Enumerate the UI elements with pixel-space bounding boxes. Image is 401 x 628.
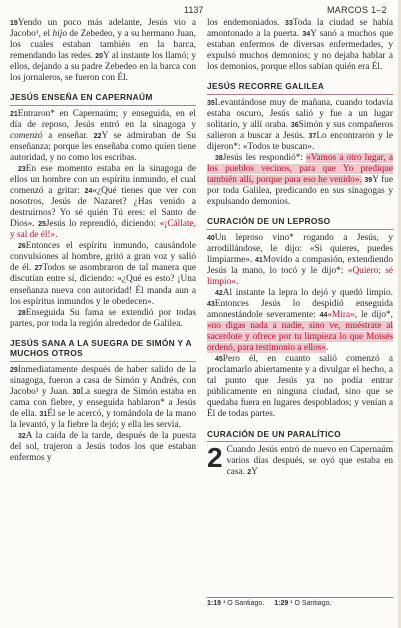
verse-number: 30 [72,388,81,396]
verse-text: hijo [52,29,67,40]
verse-text: los endemoniados. [207,18,286,28]
words-of-jesus: «Vamos a otro lugar, a los pueblos vecinos, para que Yo predique también allí, porque para eso he venido». [207,152,393,186]
verse-text: . [326,343,329,354]
verse-text: Enseguida Su fama se extendió por todas partes, por toda la región alrededor de Galilea. [10,307,196,329]
verse-number: 36 [290,121,299,129]
verse-number: 31 [39,410,48,418]
verse-paragraph [207,153,393,208]
verse-paragraph [10,109,196,164]
verse-number: 37 [308,132,317,140]
verse-text: Él se le acercó, y tomándola de la mano la levantó, y la fiebre la dejó; y ella les servía. [10,408,196,430]
verse-number: 45 [215,356,223,364]
verse-text: Al instante la lepra lo dejó y quedó limpio. [222,287,393,298]
verse-paragraph [207,18,393,73]
verse-text: A la caída de la tarde, después de la puesta del sol, trajeron a Jesús todos los que estaban enfermos y [10,431,196,464]
verse-number: 23 [18,166,26,174]
verse-text: Toda la ciudad se había amontonado a la puerta. [207,18,393,40]
verse-text: Levantándose muy de mañana, cuando todavía estaba oscuro, Jesús salió y fue a un lugar solitario, y allí oraba. [207,97,393,130]
footnote-ref: 1:29 [274,600,289,607]
section-heading: CURACIÓN DE UN PARALÍTICO [207,425,393,443]
section-heading: CURACIÓN DE UN LEPROSO [207,212,393,230]
footnote [274,600,331,607]
verse-text: Y sanó a muchos que estaban enfermos de diversas enfermedades, y expulsó muchos demonios; y no dejaba hablar a los demonios, porque ellos sabían quién era Él. [207,29,393,73]
verse-number: 22 [93,132,102,140]
verse-number: 19 [10,20,18,27]
verse-number: 2 [247,469,252,477]
verse-text: Lo encontraron y le dijeron*: «Todos te buscan». [207,130,393,152]
words-of-jesus: «no digas nada a nadie, sino ve, muéstrate al sacerdote y ofrece por tu limpieza lo que Moisés ordenó, para testimonio a ellos» [207,321,393,354]
section-heading: JESÚS SANA A LA SUEGRA DE SIMÓN Y A MUCHOS OTROS [10,334,196,362]
verse-number: 38 [215,154,223,162]
words-of-jesus: «Mira» [327,310,355,321]
verse-text: ¹ [35,29,39,40]
verse-paragraph [10,431,196,464]
verse-text: En ese momento estaba en la sinagoga de ellos un hombre con un espíritu inmundo, el cual comenzó a gritar: [10,164,196,197]
verse-number: 27 [34,265,43,273]
verse-text: Jesús les respondió*: [222,152,307,163]
right-text-column [207,18,393,478]
verse-text: Entonces el espíritu inmundo, causándole convulsiones al hombre, gritó a gran voz y salió de él. [10,241,196,274]
left-text-column [10,18,196,464]
verse-text: Inmediatamente después de haber salido de la sinagoga, fueron a casa de Simón y Andrés, con Jacobo [10,364,196,397]
verse-number: 34 [302,31,311,39]
verse-paragraph [10,365,196,431]
words-of-jesus: «Quiero; sé limpio» [207,265,394,287]
verse-number: 41 [255,256,263,264]
verse-text: . [55,230,58,241]
verse-text: Movido a compasión, extendiendo Jesús la mano, lo tocó y le dijo*: [207,254,393,276]
verse-number: 40 [207,234,215,242]
verse-number: 29 [10,366,18,374]
verse-text: Y fue por toda Galilea, predicando en sus sinagogas y expulsando demonios. [207,175,393,208]
footnote [207,600,264,607]
verse-text: Y [251,467,258,478]
verse-text: La suegra de Simón estaba en cama con fiebre, y enseguida hablaron* a Jesús de ella. [10,386,196,419]
verse-number: 35 [207,99,215,107]
verse-paragraph [10,308,196,330]
verse-text: comenzó [10,130,43,141]
verse-text: a enseñar. [42,130,94,141]
verse-paragraph [10,241,196,307]
footnote-text: ¹ O Santiago. [288,600,332,607]
verse-number: 43 [207,300,215,308]
verse-text: Simón y sus compañeros salieron a buscar a Jesús. [207,119,393,141]
verse-text: y Juan. [38,386,73,397]
verse-text: Y se admiraban de Su enseñanza; porque les enseñaba como quien tiene autoridad, y no como los escribas. [10,130,196,163]
verse-paragraph [207,442,393,478]
book-chapter-reference: MARCOS 1–2 [326,5,387,15]
verse-text: . [235,276,239,287]
verse-number: 33 [285,20,293,27]
verse-number: 32 [18,433,26,440]
verse-text: Cuando Jesús entró de nuevo en Capernaúm varios días después, se oyó que estaba en casa. [226,445,393,478]
footnotes [207,597,393,607]
verse-text: de Zebedeo, y a su hermano Juan, los cuales estaban también en la barca, remendando las redes. [10,29,196,62]
verse-paragraph [207,233,393,288]
verse-text: Pero él, en cuanto salió comenzó a proclamarlo abiertamente y a divulgar el hecho, a tal punto que Jesús ya no podía entrar públicamente en ninguna ciudad, sino que se quedaba fuera en lugares despoblados; y venían a Él de todas partes. [207,354,393,420]
verse-text: Y al instante los llamó; y ellos, dejando a su padre Zebedeo en la barca con los jornaleros, se fueron con Él. [10,51,196,84]
verse-paragraph [207,288,393,354]
footnote-ref: 1:19 [207,600,222,607]
verse-text: Entonces Jesús lo despidió enseguida amonestándole severamente: [207,298,393,321]
verse-paragraph [10,164,196,241]
verse-number: 44 [319,312,328,320]
verse-paragraph [207,354,393,420]
verse-text: ¹ [35,386,39,397]
verse-number: 26 [18,243,26,251]
verse-number: 28 [18,309,26,317]
verse-text: Todos se asombraron de tal manera que discutían entre sí, diciendo: «¿Qué es esto? ¡Una enseñanza nueva con autoridad! Él manda aun a los espíritus inmundos y le obedecen». [10,263,196,307]
verse-text: Un leproso vino* rogando a Jesús, y arrodillándose, le dijo: «Si quieres, puedes limpiarme». [207,232,393,265]
verse-text: «¿Qué tienes que ver con nosotros, Jesús de Nazaret? ¿Has venido a destruirnos? Yo sé quién Tú eres: el Santo de Dios». [10,186,197,230]
verse-text: , el [38,29,53,40]
verse-text: Entraron* en Capernaúm; y enseguida, en el día de reposo, Jesús entró en la sinagoga y [10,108,196,130]
verse-text: , le dijo*, [354,310,393,321]
verse-number: 42 [215,289,223,297]
section-heading: JESÚS ENSEÑA EN CAPERNAÚM [10,88,196,106]
running-header [0,3,401,17]
verse-number: 39 [364,177,373,185]
footnote-text: ¹ O Santiago. [221,600,265,607]
words-of-jesus: «¡Cállate, y sal de él!» [10,219,196,241]
verse-number: 21 [10,110,18,118]
verse-text: Jesús lo reprendió, diciendo: [45,219,160,230]
verse-paragraph [207,98,393,153]
verse-number: 24 [84,188,93,196]
verse-paragraph [10,18,196,84]
section-heading: JESÚS RECORRE GALILEA [207,77,393,95]
verse-text: Yendo un poco más adelante, Jesús vio a Jacobo [10,18,196,40]
verse-number: 20 [95,53,104,61]
page-number: 1137 [184,5,204,15]
chapter-number: 2 [207,442,223,473]
verse-number: 25 [38,221,46,229]
